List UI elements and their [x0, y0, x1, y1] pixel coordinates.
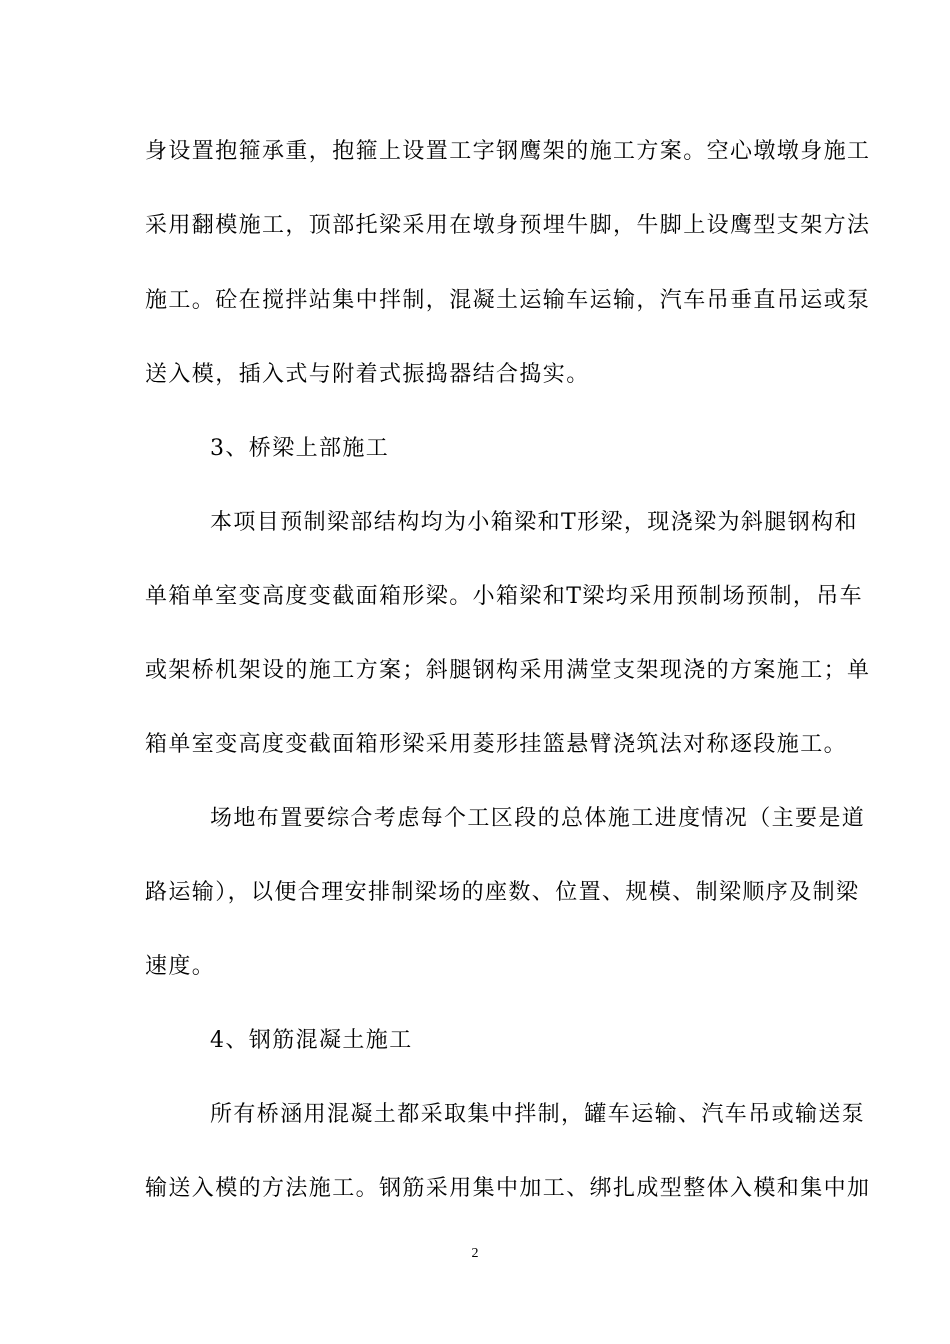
paragraph-line: 所有桥涵用混凝土都采取集中拌制，罐车运输、汽车吊或输送泵: [210, 1102, 866, 1127]
paragraph-line: 施工。砼在搅拌站集中拌制，混凝土运输车运输，汽车吊垂直吊运或泵: [145, 288, 871, 313]
paragraph-line: 采用翻模施工，顶部托梁采用在墩身预埋牛脚，牛脚上设鹰型支架方法: [145, 213, 871, 238]
paragraph-line: 输送入模的方法施工。钢筋采用集中加工、绑扎成型整体入模和集中加: [145, 1176, 871, 1201]
paragraph-line: 身设置抱箍承重，抱箍上设置工字钢鹰架的施工方案。空心墩墩身施工: [145, 139, 871, 164]
paragraph-line: 本项目预制梁部结构均为小箱梁和T形梁，现浇梁为斜腿钢构和: [210, 510, 858, 535]
paragraph-line: 路运输），以便合理安排制梁场的座数、位置、规模、制梁顺序及制梁: [145, 880, 860, 905]
paragraph-line: 场地布置要综合考虑每个工区段的总体施工进度情况（主要是道: [210, 806, 866, 831]
page-number: 2: [471, 1246, 479, 1261]
paragraph-line: 单箱单室变高度变截面箱形梁。小箱梁和T梁均采用预制场预制，吊车: [145, 584, 864, 609]
section-heading: 3、桥梁上部施工: [210, 436, 390, 461]
paragraph-line: 或架桥机架设的施工方案；斜腿钢构采用满堂支架现浇的方案施工；单: [145, 658, 871, 683]
paragraph-line: 箱单室变高度变截面箱形梁采用菱形挂篮悬臂浇筑法对称逐段施工。: [145, 732, 848, 757]
section-heading: 4、钢筋混凝土施工: [210, 1028, 413, 1053]
paragraph-line: 送入模，插入式与附着式振捣器结合捣实。: [145, 362, 590, 387]
paragraph-line: 速度。: [145, 954, 216, 979]
